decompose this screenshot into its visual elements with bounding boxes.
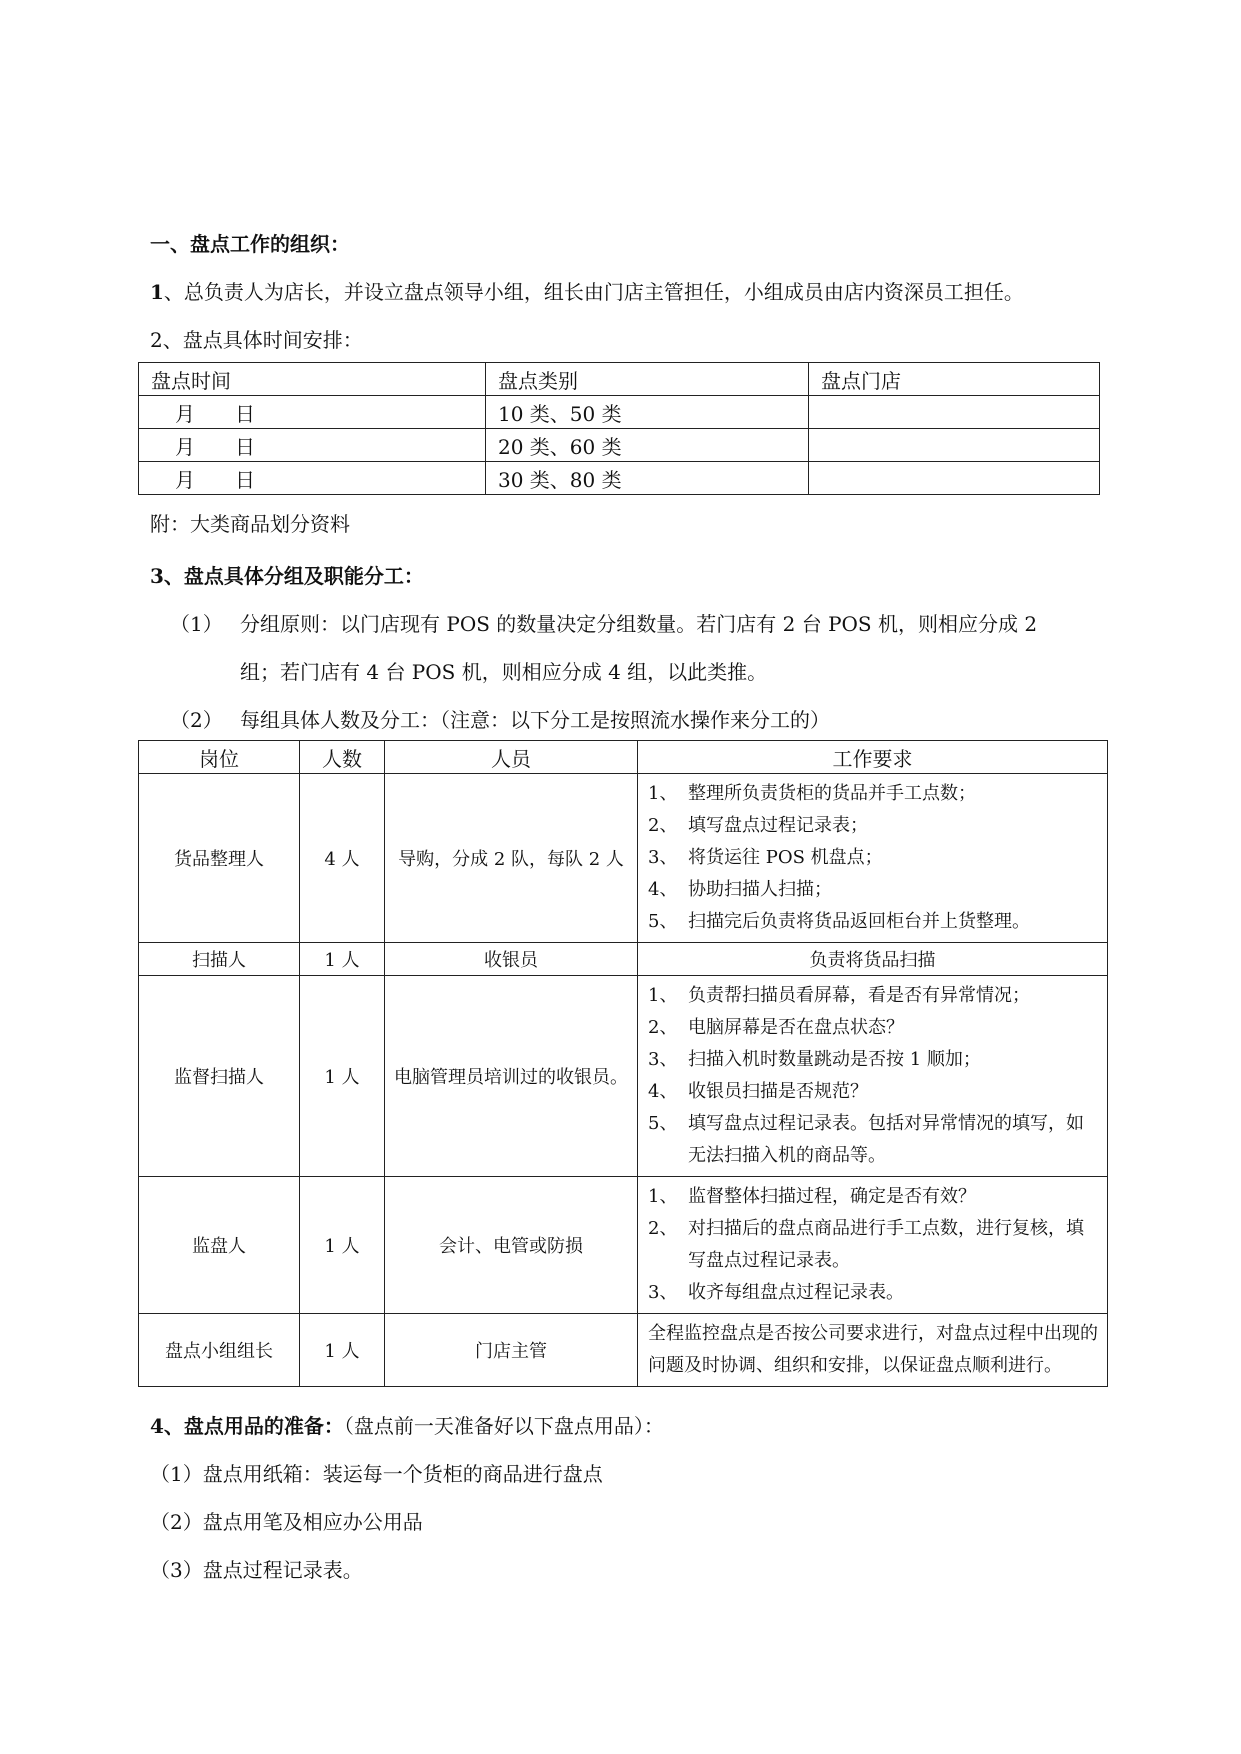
cell-staff: 门店主管	[385, 1314, 638, 1387]
list-item	[648, 906, 1099, 938]
table-row	[139, 462, 1100, 495]
item-text: 扫描入机时数量跳动是否按 1 顺加；	[688, 1049, 981, 1070]
cell-date	[139, 429, 486, 462]
cell-store	[809, 462, 1100, 495]
item-text: 收齐每组盘点过程记录表。	[688, 1282, 904, 1303]
day-label: 日	[235, 467, 255, 492]
cell-requirements: 全程监控盘点是否按公司要求进行，对盘点过程中出现的问题及时协调、组织和安排，以保证盘点顺利进行。	[638, 1314, 1108, 1387]
item-text: 整理所负责货柜的货品并手工点数；	[688, 783, 976, 804]
table-row	[139, 429, 1100, 462]
paragraph-text: 、总负责人为店长，并设立盘点领导小组，组长由门店主管担任，小组成员由店内资深员工担任。	[163, 280, 1024, 304]
item-number: 3、	[648, 847, 678, 868]
cell-store	[809, 396, 1100, 429]
cell-count: 1 人	[300, 943, 385, 976]
list-item: （2）盘点用笔及相应办公用品	[150, 1510, 423, 1534]
item-text: 对扫描后的盘点商品进行手工点数，进行复核，填写盘点过程记录表。	[688, 1218, 1084, 1271]
item-text: 负责帮扫描员看屏幕，看是否有异常情况；	[688, 985, 1030, 1006]
cell-staff: 导购，分成 2 队，每队 2 人	[385, 774, 638, 943]
table-row	[139, 1314, 1108, 1387]
day-label: 日	[235, 401, 255, 426]
heading-bold-part: 4、盘点用品的准备：	[150, 1414, 344, 1438]
list-item: （3）盘点过程记录表。	[150, 1558, 363, 1582]
list-item	[648, 842, 1099, 874]
section-heading-grouping: 3、盘点具体分组及职能分工：	[150, 564, 424, 588]
item-text: 监督整体扫描过程，确定是否有效？	[688, 1186, 976, 1207]
item-number: 1、	[648, 783, 678, 804]
cell-role: 监督扫描人	[139, 976, 300, 1177]
cell-staff: 收银员	[385, 943, 638, 976]
cell-requirements	[638, 1177, 1108, 1314]
cell-date	[139, 462, 486, 495]
cell-count: 1 人	[300, 976, 385, 1177]
cell-requirements: 负责将货品扫描	[638, 943, 1108, 976]
heading-normal-part: （盘点前一天准备好以下盘点用品）：	[343, 1414, 664, 1438]
cell-role: 扫描人	[139, 943, 300, 976]
table-header-row	[139, 741, 1108, 774]
cell-role: 盘点小组组长	[139, 1314, 300, 1387]
list-item	[648, 1181, 1099, 1213]
cell-requirements	[638, 774, 1108, 943]
day-label: 日	[235, 434, 255, 459]
header-cell-time: 盘点时间	[139, 363, 486, 396]
item-text: 填写盘点过程记录表；	[688, 815, 868, 836]
section-heading-organization: 一、盘点工作的组织：	[150, 232, 350, 256]
table-row	[139, 774, 1108, 943]
subsection-marker: （1）	[170, 612, 223, 636]
item-number: 5、	[648, 1113, 678, 1134]
header-cell-requirements: 工作要求	[638, 741, 1108, 774]
month-label: 月	[175, 434, 195, 459]
list-item	[648, 1108, 1099, 1172]
paragraph-leader	[150, 276, 1024, 305]
item-text: 将货运往 POS 机盘点；	[688, 847, 883, 868]
cell-category: 30 类、80 类	[486, 462, 809, 495]
item-number: 1、	[648, 985, 678, 1006]
cell-staff: 电脑管理员培训过的收银员。	[385, 976, 638, 1177]
cell-date	[139, 396, 486, 429]
item-number: 4、	[648, 1081, 678, 1102]
paragraph-schedule-intro	[150, 324, 363, 353]
table-row	[139, 396, 1100, 429]
subsection-text: 每组具体人数及分工：（注意：以下分工是按照流水操作来分工的）	[240, 708, 830, 732]
cell-staff: 会计、电管或防损	[385, 1177, 638, 1314]
header-cell-count: 人数	[300, 741, 385, 774]
cell-count: 4 人	[300, 774, 385, 943]
list-item	[648, 810, 1099, 842]
paragraph-text: 、盘点具体时间安排：	[162, 328, 363, 352]
list-item	[648, 1076, 1099, 1108]
paragraph-number: 2	[150, 328, 163, 352]
item-number: 2、	[648, 1218, 678, 1239]
list-item: （1）盘点用纸箱：装运每一个货柜的商品进行盘点	[150, 1462, 603, 1486]
item-text: 收银员扫描是否规范？	[688, 1081, 868, 1102]
item-number: 4、	[648, 879, 678, 900]
cell-role: 货品整理人	[139, 774, 300, 943]
item-number: 1、	[648, 1186, 678, 1207]
item-text: 扫描完后负责将货品返回柜台并上货整理。	[688, 911, 1030, 932]
list-item	[648, 980, 1099, 1012]
subsection-text-continued: 组；若门店有 4 台 POS 机，则相应分成 4 组，以此类推。	[240, 660, 768, 684]
item-number: 2、	[648, 815, 678, 836]
schedule-table	[138, 362, 1100, 495]
item-number: 2、	[648, 1017, 678, 1038]
cell-category: 10 类、50 类	[486, 396, 809, 429]
table-row	[139, 976, 1108, 1177]
item-text: 电脑屏幕是否在盘点状态？	[688, 1017, 904, 1038]
month-label: 月	[175, 401, 195, 426]
cell-requirements	[638, 976, 1108, 1177]
list-item	[648, 778, 1099, 810]
subsection-text: 分组原则：以门店现有 POS 的数量决定分组数量。若门店有 2 台 POS 机，则相应分成 2	[240, 612, 1038, 636]
list-item	[648, 1277, 1099, 1309]
item-number: 3、	[648, 1049, 678, 1070]
item-text: 填写盘点过程记录表。包括对异常情况的填写，如无法扫描入机的商品等。	[688, 1113, 1084, 1166]
list-item	[648, 1213, 1099, 1277]
list-item	[648, 1012, 1099, 1044]
table-row	[139, 943, 1108, 976]
item-text: 协助扫描人扫描；	[688, 879, 832, 900]
header-cell-category: 盘点类别	[486, 363, 809, 396]
cell-category: 20 类、60 类	[486, 429, 809, 462]
item-number: 5、	[648, 911, 678, 932]
roles-table	[138, 740, 1108, 1387]
paragraph-number: 1	[150, 280, 164, 304]
list-item	[648, 874, 1099, 906]
section-heading-supplies	[150, 1410, 664, 1439]
cell-role: 监盘人	[139, 1177, 300, 1314]
header-cell-store: 盘点门店	[809, 363, 1100, 396]
header-cell-role: 岗位	[139, 741, 300, 774]
table-header-row	[139, 363, 1100, 396]
subsection-marker: （2）	[170, 708, 223, 732]
cell-count: 1 人	[300, 1177, 385, 1314]
cell-store	[809, 429, 1100, 462]
table-row	[139, 1177, 1108, 1314]
header-cell-staff: 人员	[385, 741, 638, 774]
item-number: 3、	[648, 1282, 678, 1303]
month-label: 月	[175, 467, 195, 492]
list-item	[648, 1044, 1099, 1076]
cell-count: 1 人	[300, 1314, 385, 1387]
note-text: 附：大类商品划分资料	[150, 512, 350, 536]
